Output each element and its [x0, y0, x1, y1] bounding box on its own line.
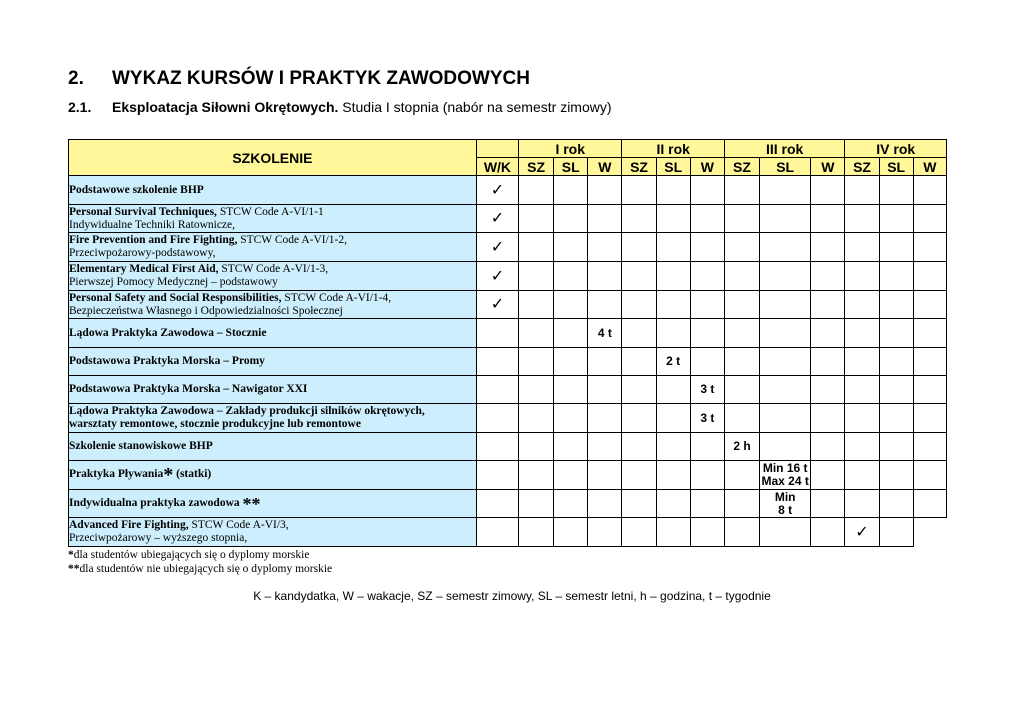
- header-year-4: IV rok: [845, 140, 947, 158]
- check-icon: ✓: [476, 205, 518, 233]
- header-w: W: [588, 158, 622, 176]
- header-sl: SL: [760, 158, 811, 176]
- table-row: [69, 233, 947, 262]
- duration-value: 3 t: [690, 404, 724, 433]
- header-szkolenie: SZKOLENIE: [69, 140, 477, 176]
- section-title: WYKAZ KURSÓW I PRAKTYK ZAWODOWYCH: [112, 68, 530, 89]
- footnote-marker: **: [242, 493, 261, 514]
- course-name: Podstawowe szkolenie BHP: [69, 176, 477, 205]
- header-year-2: II rok: [622, 140, 724, 158]
- subsection-number: 2.1.: [68, 99, 92, 115]
- header-sl: SL: [879, 158, 913, 176]
- duration-value: 2 h: [724, 433, 759, 461]
- header-w: W: [690, 158, 724, 176]
- header-w: W: [913, 158, 946, 176]
- courses-table: [68, 139, 947, 547]
- course-name: Indywidualna praktyka zawodowa **: [69, 490, 477, 518]
- header-wk-top: [476, 140, 518, 158]
- course-name: Lądowa Praktyka Zawodowa – Zakłady produkcji silników okrętowych, warsztaty remontowe, stocznie produkcyjne lub remontowe: [69, 404, 477, 433]
- header-sz: SZ: [845, 158, 879, 176]
- header-sz: SZ: [519, 158, 554, 176]
- table-row: [69, 205, 947, 233]
- table-row: [69, 376, 947, 404]
- course-name: Elementary Medical First Aid, STCW Code A-VI/1-3, Pierwszej Pomocy Medycznej – podstawowy: [69, 262, 477, 291]
- header-sl: SL: [554, 158, 588, 176]
- section-heading: [68, 68, 530, 90]
- table-row: [69, 262, 947, 291]
- course-name: Advanced Fire Fighting, STCW Code A-VI/3, Przeciwpożarowy – wyższego stopnia,: [69, 518, 477, 547]
- subsection-heading: [68, 99, 612, 115]
- table-row: [69, 518, 947, 547]
- subsection-description: Studia I stopnia (nabór na semestr zimowy): [338, 99, 612, 115]
- duration-value: Min 16 t Max 24 t: [761, 461, 809, 488]
- course-name: Podstawowa Praktyka Morska – Nawigator XXI: [69, 376, 477, 404]
- footnote: *dla studentów ubiegających się o dyplomy morskie: [68, 549, 310, 561]
- course-name: Praktyka Pływania* (statki): [69, 461, 477, 490]
- table-row: [69, 176, 947, 205]
- abbreviations-legend: K – kandydatka, W – wakacje, SZ – semestr zimowy, SL – semestr letni, h – godzina, t – tygodnie: [253, 589, 771, 603]
- section-number: 2.: [68, 68, 84, 89]
- header-year-3: III rok: [724, 140, 845, 158]
- course-name: Podstawowa Praktyka Morska – Promy: [69, 348, 477, 376]
- table-row: [69, 291, 947, 319]
- footnotes: [68, 548, 332, 576]
- table-row: [69, 404, 947, 433]
- table-row: [69, 348, 947, 376]
- table-row: [69, 433, 947, 461]
- subsection-title: Eksploatacja Siłowni Okrętowych.: [112, 99, 339, 115]
- header-sz: SZ: [724, 158, 759, 176]
- duration-value: 4 t: [588, 319, 622, 348]
- check-icon: ✓: [476, 291, 518, 319]
- check-icon: ✓: [476, 233, 518, 262]
- check-icon: ✓: [845, 518, 879, 547]
- table-row: [69, 461, 947, 490]
- course-name: Fire Prevention and Fire Fighting, STCW Code A-VI/1-2, Przeciwpożarowy-podstawowy,: [69, 233, 477, 262]
- course-name: Szkolenie stanowiskowe BHP: [69, 433, 477, 461]
- header-year-1: I rok: [519, 140, 622, 158]
- duration-value: 3 t: [690, 376, 724, 404]
- header-w: W: [811, 158, 845, 176]
- footnote: **dla studentów nie ubiegających się o dyplomy morskie: [68, 563, 333, 575]
- footnote-marker: *: [163, 464, 174, 486]
- header-sz: SZ: [622, 158, 656, 176]
- course-name: Personal Survival Techniques, STCW Code A-VI/1-1 Indywidualne Techniki Ratownicze,: [69, 205, 477, 233]
- table-row: [69, 490, 947, 518]
- check-icon: ✓: [476, 176, 518, 205]
- header-sl: SL: [656, 158, 690, 176]
- duration-value: Min 8 t: [760, 490, 811, 518]
- header-wk: W/K: [476, 158, 518, 176]
- check-icon: ✓: [476, 262, 518, 291]
- table-row: [69, 319, 947, 348]
- course-name: Personal Safety and Social Responsibilities, STCW Code A-VI/1-4, Bezpieczeństwa Własnego i Odpowiedzialności Społecznej: [69, 291, 477, 319]
- duration-value: 2 t: [656, 348, 690, 376]
- header-row-years: [69, 140, 947, 158]
- course-name: Lądowa Praktyka Zawodowa – Stocznie: [69, 319, 477, 348]
